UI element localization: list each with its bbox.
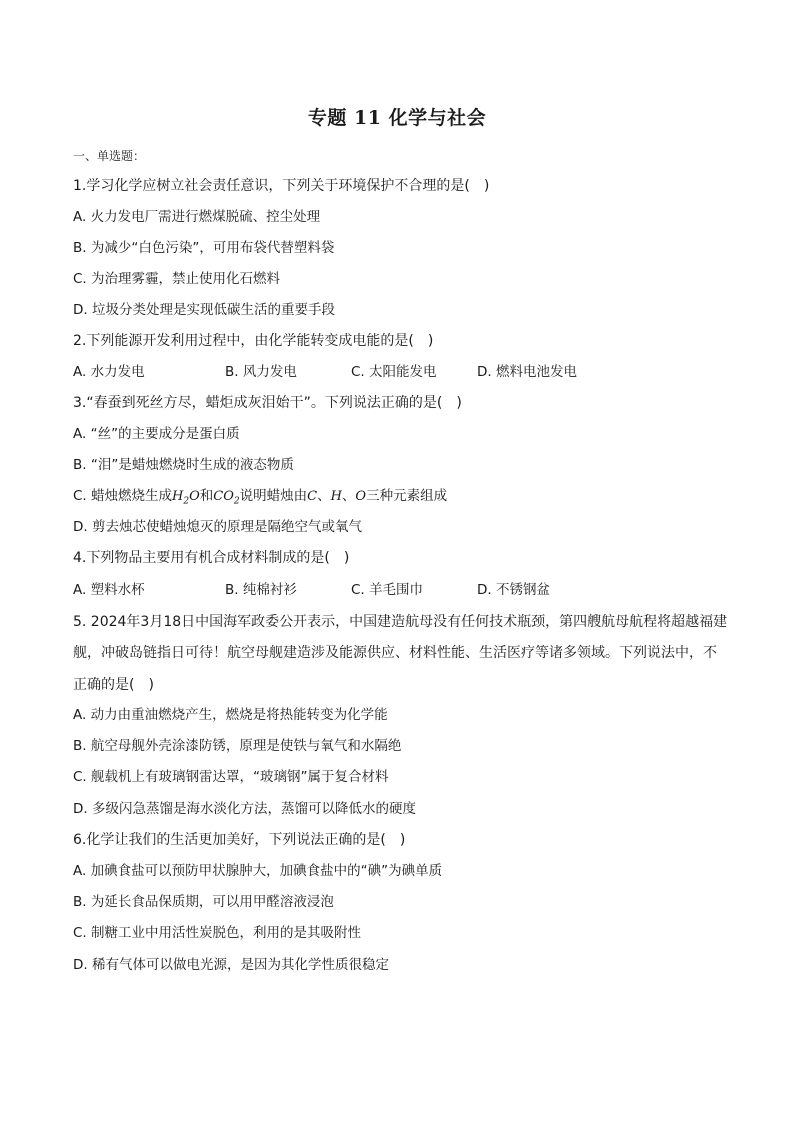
page-title: 专题 11 化学与社会 (307, 107, 487, 129)
question-4-option-b: B. 纯棉衬衫 (225, 582, 297, 598)
question-2-option-b: B. 风力发电 (225, 364, 297, 380)
question-6-stem: 6.化学让我们的生活更加美好，下列说法正确的是( ) (73, 832, 406, 848)
element-o: O (355, 489, 367, 504)
question-2-option-c: C. 太阳能发电 (351, 364, 437, 380)
question-5-option-d: D. 多级闪急蒸馏是海水淡化方法，蒸馏可以降低水的硬度 (73, 801, 416, 817)
question-6-option-c: C. 制糖工业中用活性炭脱色，利用的是其吸附性 (73, 925, 362, 941)
question-2-stem: 2.下列能源开发利用过程中，由化学能转变成电能的是( ) (73, 333, 434, 349)
question-3-option-b: B. “泪”是蜡烛燃烧时生成的液态物质 (73, 457, 294, 473)
option-c-text-1: C. 蜡烛燃烧生成 (73, 488, 173, 504)
question-6-option-d: D. 稀有气体可以做电光源，是因为其化学性质很稳定 (73, 957, 389, 973)
question-1-option-d: D. 垃圾分类处理是实现低碳生活的重要手段 (73, 302, 335, 318)
question-1-option-b: B. 为减少“白色污染”，可用布袋代替塑料袋 (73, 240, 335, 256)
question-6-option-b: B. 为延长食品保质期，可以用甲醛溶液浸泡 (73, 894, 334, 910)
formula-co2: $CO_2$ (213, 489, 240, 507)
question-2-option-d: D. 燃料电池发电 (477, 364, 577, 380)
question-2-option-a: A. 水力发电 (73, 364, 145, 380)
question-4-option-c: C. 羊毛围巾 (351, 582, 424, 598)
question-4-stem: 4.下列物品主要用有机合成材料制成的是( ) (73, 550, 350, 566)
question-5-option-b: B. 航空母舰外壳涂漆防锈，原理是使铁与氧气和水隔绝 (73, 738, 402, 754)
question-3-option-d: D. 剪去烛芯使蜡烛熄灭的原理是隔绝空气或氧气 (73, 519, 362, 535)
question-3-stem: 3.“春蚕到死丝方尽，蜡炬成灰泪始干”。下列说法正确的是( ) (73, 395, 462, 411)
element-h: H (330, 489, 342, 504)
question-5-stem-line-3: 正确的是( ) (73, 677, 154, 693)
question-1-option-c: C. 为治理雾霾，禁止使用化石燃料 (73, 271, 281, 287)
question-3-option-a: A. “丝”的主要成分是蛋白质 (73, 426, 240, 442)
option-c-text-4: 三种元素组成 (366, 488, 448, 504)
question-1-stem: 1.学习化学应树立社会责任意识，下列关于环境保护不合理的是( ) (73, 178, 490, 194)
question-4-option-a: A. 塑料水杯 (73, 582, 145, 598)
element-c: C (307, 489, 318, 504)
question-4-option-d: D. 不锈钢盆 (477, 582, 550, 598)
question-5-stem-line-1: 5. 2024年3月18日中国海军政委公开表示，中国建造航母没有任何技术瓶颈，第四艘航母航程将超越福建 (73, 614, 728, 630)
question-5-option-c: C. 舰载机上有玻璃钢雷达罩，“玻璃钢”属于复合材料 (73, 769, 389, 785)
question-1-option-a: A. 火力发电厂需进行燃煤脱硫、控尘处理 (73, 209, 321, 225)
question-5-stem-line-2: 舰，冲破岛链指日可待！航空母舰建造涉及能源供应、材料性能、生活医疗等诸多领域。下列说法中，不 (73, 645, 717, 661)
question-6-option-a: A. 加碘食盐可以预防甲状腺肿大，加碘食盐中的“碘”为碘单质 (73, 863, 443, 879)
section-heading: 一、单选题： (73, 149, 146, 163)
question-5-option-a: A. 动力由重油燃烧产生，燃烧是将热能转变为化学能 (73, 707, 388, 723)
option-c-text-3: 说明蜡烛由 (239, 488, 308, 504)
option-c-text-2: 和 (199, 488, 214, 504)
question-3-option-c: C. 蜡烛燃烧生成$H_2O$和$CO_2$说明蜡烛由C、H、O三种元素组成 (73, 488, 448, 507)
formula-h2o: $H_2O$ (172, 489, 200, 507)
